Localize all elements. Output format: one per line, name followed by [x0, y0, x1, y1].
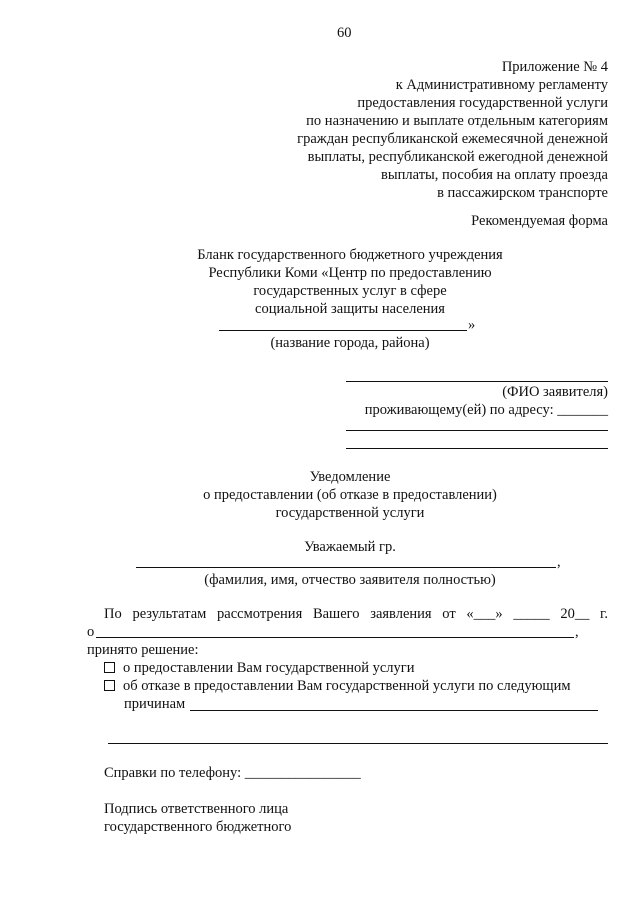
option-refuse-label: об отказе в предоставлении Вам государственной услуги по следующим: [123, 678, 571, 694]
appendix-line-8: в пассажирском транспорте: [437, 185, 608, 201]
decision-label: принято решение:: [87, 642, 199, 658]
letterhead-line-3: государственных услуг в сфере: [253, 283, 447, 299]
about-blank-line: [96, 637, 574, 638]
notice-title-line-2: о предоставлении (об отказе в предоставлении): [203, 487, 497, 503]
name-hint: (фамилия, имя, отчество заявителя полностью): [204, 572, 496, 588]
notice-title-line-1: Уведомление: [309, 469, 391, 485]
fio-hint: (ФИО заявителя): [502, 384, 608, 400]
reasons-blank-line-1: [190, 710, 598, 711]
address-blank-line-2: [346, 448, 608, 449]
appendix-line-6: выплаты, республиканской ежегодной денежной: [307, 149, 608, 165]
about-suffix: ,: [575, 624, 579, 640]
letterhead-line-2: Республики Коми «Центр по предоставлению: [208, 265, 492, 281]
option-grant[interactable]: [104, 659, 415, 677]
letterhead-line-1: Бланк государственного бюджетного учреждения: [197, 247, 503, 263]
greeting-comma: ,: [557, 554, 561, 570]
grant-checkbox[interactable]: [104, 662, 115, 673]
appendix-line-1: Приложение № 4: [501, 59, 608, 75]
option-refuse[interactable]: [104, 677, 571, 695]
option-grant-label: о предоставлении Вам государственной услуги: [123, 660, 415, 676]
appendix-line-7: выплаты, пособия на оплату проезда: [381, 167, 608, 183]
letterhead-line-4: социальной защиты населения: [255, 301, 445, 317]
appendix-line-5: граждан республиканской ежемесячной денежной: [297, 131, 608, 147]
refuse-checkbox[interactable]: [104, 680, 115, 691]
city-hint: (название города, района): [270, 335, 430, 351]
recommended-form-note: Рекомендуемая форма: [471, 213, 608, 229]
appendix-line-4: по назначению и выплате отдельным категориям: [306, 113, 608, 129]
page-number: 60: [337, 25, 352, 41]
city-blank-line: [219, 330, 467, 331]
fio-blank-line: [346, 381, 608, 382]
letterhead-quote-close: »: [468, 317, 476, 333]
address-label: проживающему(ей) по адресу: _______: [364, 402, 608, 418]
review-line: По результатам рассмотрения Вашего заявления от «___» _____ 20__ г.: [104, 606, 608, 622]
signature-line-1: Подпись ответственного лица: [104, 801, 289, 817]
signature-line-2: государственного бюджетного: [104, 819, 292, 835]
greeting: Уважаемый гр.: [304, 539, 396, 555]
about-prefix: о: [87, 624, 95, 640]
appendix-line-3: предоставления государственной услуги: [357, 95, 608, 111]
reasons-label: причинам: [124, 696, 186, 712]
phone-label: Справки по телефону: ________________: [104, 765, 361, 781]
name-blank-line: [136, 567, 556, 568]
address-blank-line-1: [346, 430, 608, 431]
appendix-line-2: к Административному регламенту: [395, 77, 608, 93]
notice-title-line-3: государственной услуги: [275, 505, 425, 521]
reasons-blank-line-2: [108, 743, 608, 744]
